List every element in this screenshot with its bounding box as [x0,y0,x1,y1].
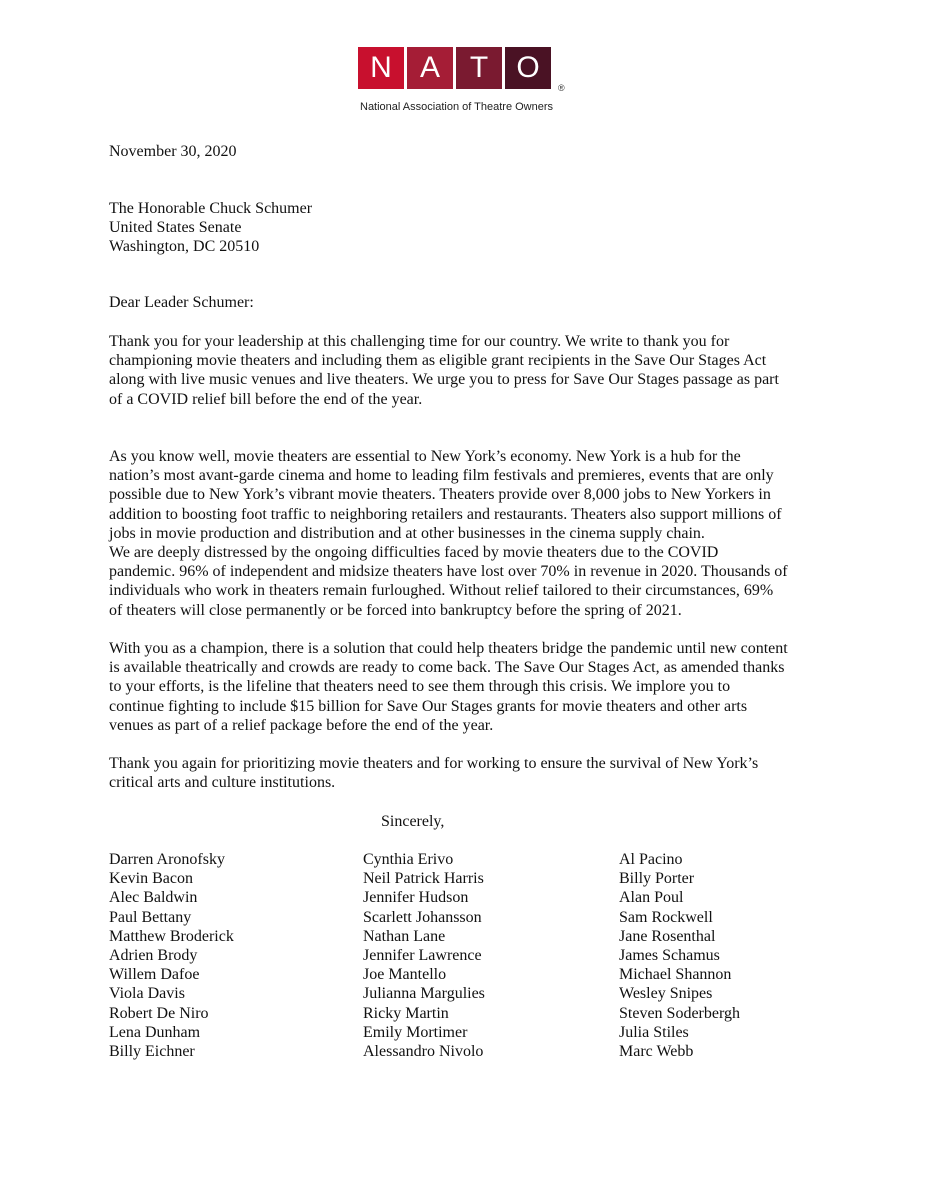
paragraph-line: With you as a champion, there is a solution that could help theaters bridge the pandemic until new content [109,640,788,657]
logo-letter-o: O [505,47,551,89]
paragraph-line: venues as part of a relief package before the end of the year. [109,716,494,734]
paragraph-line: is available theatrically and crowds are ready to come back. The Save Our Stages Act, as amended thanks [109,659,785,677]
address-line: United States Senate [109,219,242,236]
signatory-name: Steven Soderbergh [619,1004,741,1022]
paragraph-line: addition to boosting foot traffic to neighboring retailers and restaurants. Theaters also support millions of [109,505,782,523]
signatory-name: Robert De Niro [109,1004,209,1022]
signatory-name: Neil Patrick Harris [363,870,484,888]
paragraph-line: nation’s most avant-garde cinema and home to leading film festivals and premieres, events that are only [109,467,774,485]
signatory-name: Emily Mortimer [363,1023,468,1041]
letter-date: November 30, 2020 [109,143,237,160]
signatory-column-2 [363,850,485,1061]
signatory-name: Billy Porter [619,870,695,888]
paragraph-line: jobs in movie production and distribution and at other businesses in the cinema supply chain. [109,524,705,542]
signatory-name: Viola Davis [109,985,185,1003]
paragraph-line: possible due to New York’s vibrant movie theaters. Theaters provide over 8,000 jobs to New Yorkers in [109,486,771,504]
paragraph-line: individuals who work in theaters remain furloughed. Without relief tailored to their circumstances, 69% [109,582,774,600]
signatory-name: Julianna Margulies [363,985,485,1003]
signatory-name: Michael Shannon [619,966,732,984]
paragraph-line: of theaters will close permanently or be forced into bankruptcy before the spring of 2021. [109,601,682,619]
paragraph-line: critical arts and culture institutions. [109,774,336,792]
paragraph-line: pandemic. 96% of independent and midsize theaters have lost over 70% in revenue in 2020. Thousands of [109,563,788,581]
paragraph-line: along with live music venues and live theaters. We urge you to press for Save Our Stages passage as part [109,371,779,389]
address-line: Washington, DC 20510 [109,238,260,255]
salutation: Dear Leader Schumer: [109,294,254,311]
body-paragraph-2 [109,447,809,543]
paragraph-line: continue fighting to include $15 billion for Save Our Stages grants for movie theaters and other arts [109,697,748,715]
closing: Sincerely, [381,813,445,830]
signatory-name: Willem Dafoe [109,966,200,984]
signatory-name: James Schamus [619,947,720,965]
paragraph-line: Thank you again for prioritizing movie theaters and for working to ensure the survival of New York’s [109,755,759,772]
body-paragraph-5 [109,754,809,792]
paragraph-line: As you know well, movie theaters are essential to New York’s economy. New York is a hub for the [109,448,741,465]
paragraph-line: of a COVID relief bill before the end of the year. [109,390,423,408]
signatory-name: Wesley Snipes [619,985,713,1003]
signatory-name: Paul Bettany [109,908,192,926]
logo-letter-boxes [358,47,568,89]
signatory-name: Al Pacino [619,851,683,868]
signatory-name: Jennifer Lawrence [363,947,482,965]
registered-mark: ® [558,83,565,93]
signatory-name: Scarlett Johansson [363,908,482,926]
signatory-name: Jennifer Hudson [363,889,469,907]
signatory-column-3 [619,850,740,1061]
signatory-name: Cynthia Erivo [363,851,454,868]
logo-letter-n: N [358,47,404,89]
signatory-name: Alan Poul [619,889,684,907]
signatory-name: Matthew Broderick [109,927,234,945]
signatory-name: Sam Rockwell [619,908,713,926]
nato-logo [358,47,568,117]
address-line: The Honorable Chuck Schumer [109,200,313,217]
signatory-name: Billy Eichner [109,1043,195,1061]
signatory-name: Nathan Lane [363,927,446,945]
signatory-name: Ricky Martin [363,1004,449,1022]
signatory-name: Alessandro Nivolo [363,1043,484,1061]
signatory-column-1 [109,850,234,1061]
signatory-name: Adrien Brody [109,947,198,965]
logo-letter-t: T [456,47,502,89]
logo-subtitle: National Association of Theatre Owners [360,101,554,113]
signatory-name: Darren Aronofsky [109,851,225,868]
signatory-name: Joe Mantello [363,966,447,984]
signatory-name: Lena Dunham [109,1023,201,1041]
body-paragraph-4 [109,639,809,735]
signatory-name: Julia Stiles [619,1023,689,1041]
paragraph-line: to your efforts, is the lifeline that theaters need to see them through this crisis. We implore you to [109,678,731,696]
logo-letter-a: A [407,47,453,89]
signatory-name: Marc Webb [619,1043,694,1061]
paragraph-line: We are deeply distressed by the ongoing difficulties faced by movie theaters due to the COVID [109,544,719,561]
signatory-name: Alec Baldwin [109,889,198,907]
body-paragraph-3 [109,543,809,620]
signatory-name: Kevin Bacon [109,870,193,888]
paragraph-line: championing movie theaters and including them as eligible grant recipients in the Save Our Stages Act [109,352,767,370]
body-paragraph-1 [109,332,809,409]
paragraph-line: Thank you for your leadership at this challenging time for our country. We write to thank you for [109,333,730,350]
signatory-name: Jane Rosenthal [619,927,716,945]
